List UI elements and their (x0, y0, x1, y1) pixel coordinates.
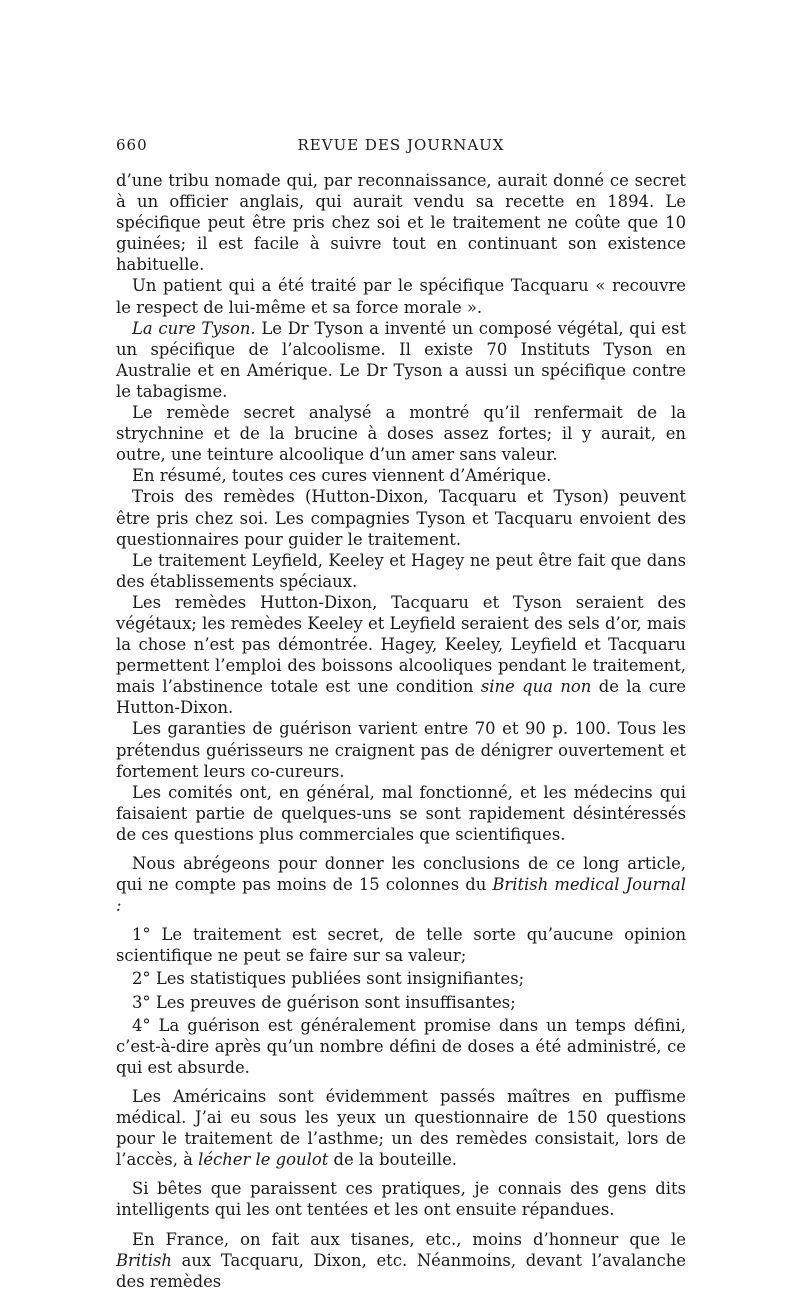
paragraph-4: Le remède secret analysé a montré qu’il renfermait de la strychnine et de la brucine à doses assez fortes; il y aurait, en outre, une teinture alcoolique d’un amer sans valeur. (116, 403, 686, 465)
paragraph-6: Trois des remèdes (Hutton-Dixon, Tacquaru et Tyson) peuvent être pris chez soi. Les compagnies Tyson et Tacquaru envoient des questionnaires pour guider le traitement. (116, 487, 686, 549)
paragraph-3: La cure Tyson. Le Dr Tyson a inventé un composé végétal, qui est un spécifique de l’alcoolisme. Il existe 70 Instituts Tyson en Australie et en Amérique. Le Dr Tyson a aussi un spécifique contre le tabagisme. (116, 318, 686, 401)
paragraph-10: Les comités ont, en général, mal fonctionné, et les médecins qui faisaient partie de quelques-uns se sont rapidement désintéressés de ces questions plus commerciales que scientifiques. (116, 782, 686, 844)
paragraph-9: Les garanties de guérison varient entre 70 et 90 p. 100. Tous les prétendus guérisseurs ne craignent pas de dénigrer ouvertement et fortement leurs co-cureurs. (116, 719, 686, 781)
section-lead-tyson: La cure Tyson. (132, 318, 256, 338)
paragraph-5: En résumé, toutes ces cures viennent d’Amérique. (132, 466, 552, 486)
page-header (116, 136, 686, 158)
paragraph-17: Si bêtes que paraissent ces pratiques, je connais des gens dits intelligents qui les ont tentées et les ont ensuite répandues. (116, 1179, 686, 1220)
conclusion-item-2: 2° Les statistiques publiées sont insignifiantes; (132, 969, 525, 989)
paragraph-7: Le traitement Leyfield, Keeley et Hagey ne peut être fait que dans des établissements spéciaux. (116, 550, 686, 591)
paragraph-18: En France, on fait aux tisanes, etc., moins d’honneur que le British aux Tacquaru, Dixon, etc. Néanmoins, devant l’avalanche des remèdes (116, 1229, 686, 1291)
paragraph-1: d’une tribu nomade qui, par reconnaissance, aurait donné ce secret à un officier anglais, qui aurait vendu sa recette en 1894. Le spécifique peut être pris chez soi et le traitement ne coûte que 10 guinées; il est facile à suivre tout en continuant son existence habituelle. (116, 171, 686, 275)
paragraph-11: Nous abrégeons pour donner les conclusions de ce long article, qui ne compte pas moins de 15 colonnes du British medical Journal : (116, 854, 686, 916)
conclusion-item-4: 4° La guérison est généralement promise dans un temps défini, c’est-à-dire après qu’un nombre défini de doses a été administré, ce qui est absurde. (116, 1015, 686, 1077)
conclusion-item-1: 1° Le traitement est secret, de telle sorte qu’aucune opinion scientifique ne peut se faire sur sa valeur; (116, 925, 686, 966)
conclusion-item-3: 3° Les preuves de guérison sont insuffisantes; (132, 992, 516, 1012)
paragraph-2: Un patient qui a été traité par le spécifique Tacquaru « recouvre le respect de lui-même et sa force morale ». (116, 276, 686, 317)
running-title: REVUE DES JOURNAUX (297, 136, 505, 154)
paragraph-16: Les Américains sont évidemment passés maîtres en puffisme médical. J’ai eu sous les yeux un questionnaire de 150 questions pour le traitement de l’asthme; un des remèdes consistait, lors de l’accès, à lécher le goulot de la bouteille. (116, 1086, 686, 1170)
paragraph-8: Les remèdes Hutton-Dixon, Tacquaru et Tyson seraient des végétaux; les remèdes Keeley et Leyfield seraient des sels d’or, mais la chose n’est pas démontrée. Hagey, Keeley, Leyfield et Tacquaru permettent l’emploi des boissons alcooliques pendant le traitement, mais l’abstinence totale est une condition sine qua non de la cure Hutton-Dixon. (116, 592, 686, 718)
article-body (116, 170, 686, 1292)
page-number: 660 (116, 136, 148, 154)
